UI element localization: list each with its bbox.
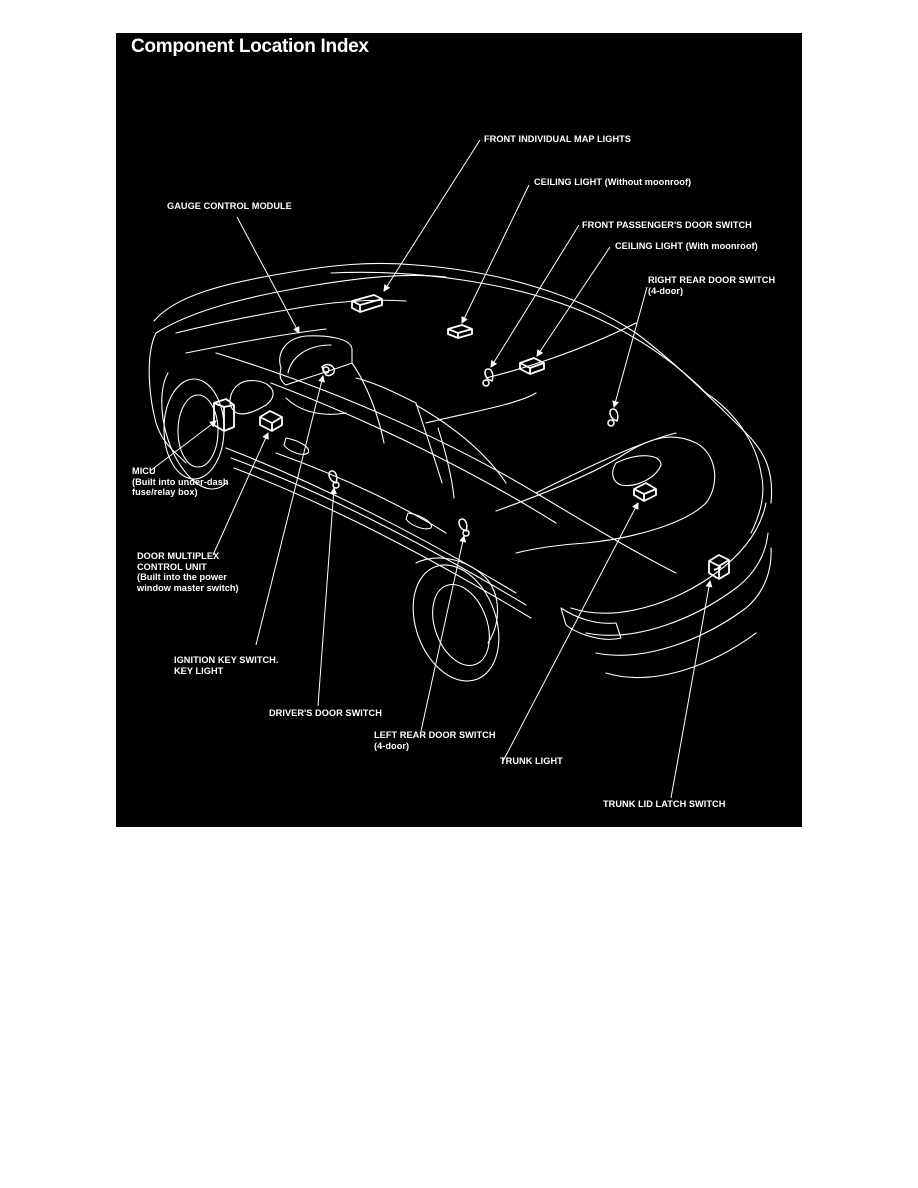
rear-bumper-mid xyxy=(586,533,768,635)
drivers-door-switch-component xyxy=(329,471,337,483)
trunk-emblem-recess xyxy=(613,456,661,486)
gauge-cluster-inner xyxy=(288,345,331,373)
label-door-multiplex-control-unit: DOOR MULTIPLEX CONTROL UNIT (Built into the power window master switch) xyxy=(137,551,239,593)
leader-ignition-key-switch xyxy=(256,376,323,645)
ceiling-light-without-moonroof-component xyxy=(448,325,472,338)
diagram-title: Component Location Index xyxy=(131,36,369,57)
label-trunk-light: TRUNK LIGHT xyxy=(500,756,563,766)
label-ceiling-light-with-moonroof: CEILING LIGHT (With moonroof) xyxy=(615,241,758,251)
side-trim xyxy=(276,453,446,533)
label-ceiling-light-without-moonroof: CEILING LIGHT (Without moonroof) xyxy=(534,177,692,187)
label-front-passengers-door-switch: FRONT PASSENGER'S DOOR SWITCH xyxy=(582,220,752,230)
leader-ceiling-light-without xyxy=(462,185,529,323)
left-rear-door-switch-component xyxy=(459,519,467,531)
label-micu: MICU (Built into under-dash fuse/relay box) xyxy=(132,466,229,497)
label-front-individual-map-lights: FRONT INDIVIDUAL MAP LIGHTS xyxy=(484,134,631,144)
right-rear-door-switch-component xyxy=(610,409,618,421)
front-fender xyxy=(149,333,186,463)
micu-component xyxy=(214,399,234,431)
roof-outline xyxy=(154,263,772,503)
front-wheel-inner xyxy=(178,395,218,467)
trunk-light-component xyxy=(634,483,656,501)
front-wheel xyxy=(164,379,224,479)
leader-front-map-lights xyxy=(384,140,480,291)
windshield-top xyxy=(176,300,406,333)
leader-trunk-lid-latch-switch xyxy=(671,581,710,798)
car-line-drawing xyxy=(116,33,802,827)
leader-front-passenger-door-switch xyxy=(491,225,579,367)
trunk-lid-latch-switch-component xyxy=(709,555,729,579)
leader-gauge-control-module xyxy=(237,217,299,333)
rear-window-left xyxy=(486,323,636,378)
label-right-rear-door-switch: RIGHT REAR DOOR SWITCH (4-door) xyxy=(648,275,776,296)
component-location-diagram xyxy=(116,33,802,827)
ceiling-light-with-moonroof-component xyxy=(520,358,544,374)
label-trunk-lid-latch-switch: TRUNK LID LATCH SWITCH xyxy=(603,799,726,809)
label-gauge-control-module: GAUGE CONTROL MODULE xyxy=(167,201,292,211)
roof-inner-line xyxy=(156,275,446,333)
rocker-line-3 xyxy=(234,468,531,618)
rear-bumper-lower xyxy=(596,548,771,655)
dash-panel xyxy=(230,381,273,414)
door-handle-rear xyxy=(406,513,431,529)
b-pillar xyxy=(352,363,384,443)
rear-wheel-inner xyxy=(422,577,500,674)
passenger-door-switch-component xyxy=(485,369,493,381)
rear-window-lower xyxy=(426,393,536,423)
rocker-line-1 xyxy=(226,448,516,593)
front-map-lights-component xyxy=(352,295,382,312)
leader-drivers-door-switch xyxy=(318,488,334,706)
windshield-base xyxy=(186,329,326,353)
door-multiplex-component xyxy=(260,411,282,431)
trunk-lid-outline xyxy=(496,437,715,553)
label-drivers-door-switch: DRIVER'S DOOR SWITCH xyxy=(269,708,382,718)
label-ignition-key-switch-key-light: IGNITION KEY SWITCH. KEY LIGHT xyxy=(174,655,279,676)
door-handle-front xyxy=(284,438,309,454)
leader-right-rear-door-switch xyxy=(614,287,647,407)
leader-trunk-light xyxy=(502,503,638,763)
rear-bumper-top xyxy=(571,503,766,613)
label-left-rear-door-switch: LEFT REAR DOOR SWITCH (4-door) xyxy=(374,730,496,751)
trunk-rear-line xyxy=(536,433,676,493)
rear-quarter xyxy=(706,393,763,533)
